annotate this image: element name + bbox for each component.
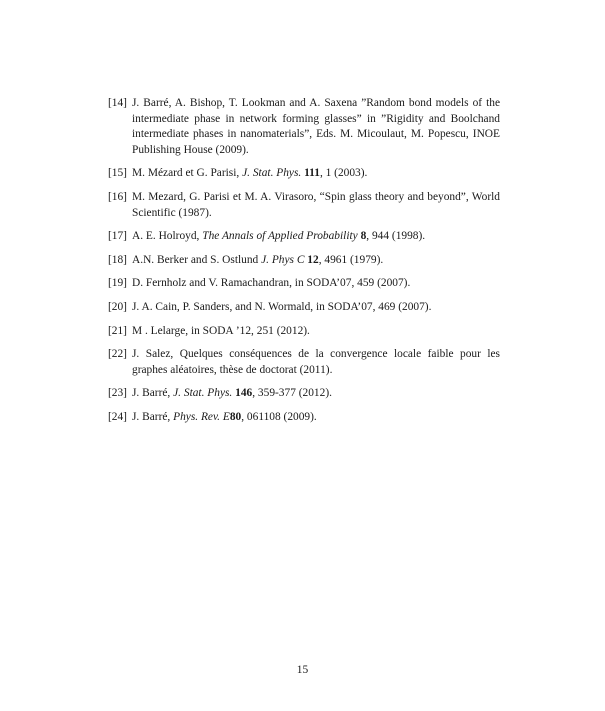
reference-number: [22] [108, 348, 127, 361]
reference-number: [23] [108, 387, 127, 400]
reference-number: [24] [108, 410, 127, 423]
reference-item [108, 253, 500, 269]
reference-item [108, 410, 500, 426]
reference-number: [21] [108, 324, 127, 337]
reference-text [132, 191, 500, 219]
reference-segment: , 4961 (1979). [318, 253, 384, 266]
reference-segment: J. Barré, [132, 387, 174, 400]
reference-volume: 12 [307, 253, 319, 266]
reference-text [132, 277, 410, 289]
reference-text [132, 230, 425, 242]
reference-segment: , 944 (1998). [366, 230, 426, 243]
reference-item [108, 166, 500, 182]
reference-item [108, 276, 500, 292]
reference-segment: M. Mézard et G. Parisi, [132, 167, 243, 180]
reference-text [132, 97, 500, 156]
reference-segment: D. Fernholz and V. Ramachandran, in SODA’07, 459 (2007). [132, 277, 411, 290]
reference-volume: 8 [360, 230, 367, 243]
reference-segment: J. Barré, [132, 410, 174, 423]
reference-segment: A. E. Holroyd, [132, 230, 203, 243]
reference-text [132, 301, 431, 313]
reference-number: [16] [108, 190, 127, 203]
reference-journal: Phys. Rev. E [173, 410, 230, 423]
reference-number: [14] [108, 97, 127, 109]
reference-text [132, 254, 383, 266]
reference-number: [20] [108, 300, 127, 313]
reference-text [132, 411, 317, 423]
reference-segment: , 1 (2003). [319, 167, 368, 180]
reference-number: [19] [108, 277, 127, 290]
reference-volume: 146 [235, 387, 253, 400]
reference-text [132, 167, 367, 179]
reference-number: [18] [108, 253, 127, 266]
reference-item [108, 190, 500, 221]
reference-number: [17] [108, 230, 127, 243]
reference-segment: J. Barré, A. Bishop, T. Lookman and A. Saxena ”Random bond models of the intermediate phase in network forming glasses” in ”Rigidity and Boolchand intermediate phases in nanomaterials”, Eds. M. Micoulaut, M. Popescu, INOE Publishing House (2009). [132, 97, 500, 156]
reference-volume: 111 [304, 167, 320, 180]
reference-journal: J. Stat. Phys. [173, 387, 233, 400]
reference-item [108, 229, 500, 245]
reference-item [108, 386, 500, 402]
reference-item [108, 300, 500, 316]
reference-text [132, 325, 310, 337]
reference-segment: J. A. Cain, P. Sanders, and N. Wormald, in SODA’07, 469 (2007). [132, 300, 432, 313]
reference-segment: , 359-377 (2012). [252, 387, 332, 400]
reference-list [108, 96, 500, 434]
reference-segment: M . Lelarge, in SODA ’12, 251 (2012). [132, 324, 310, 337]
page-number: 15 [296, 664, 309, 676]
reference-journal: J. Phys C [261, 253, 305, 266]
reference-item [108, 347, 500, 378]
reference-journal: The Annals of Applied Probability [202, 230, 358, 243]
reference-segment: A.N. Berker and S. Ostlund [132, 253, 262, 266]
reference-segment: M. Mezard, G. Parisi et M. A. Virasoro, “Spin glass theory and beyond”, World Scientific (1987). [132, 190, 500, 219]
reference-segment: J. Salez, Quelques conséquences de la convergence locale faible pour les graphes aléatoires, thèse de doctorat (2011). [132, 348, 500, 376]
reference-text [132, 387, 332, 399]
reference-item [108, 96, 500, 158]
reference-segment: , 061108 (2009). [241, 410, 317, 423]
reference-item [108, 324, 500, 340]
reference-journal: J. Stat. Phys. [242, 167, 302, 180]
reference-volume: 80 [229, 410, 242, 423]
reference-number: [15] [108, 167, 127, 180]
reference-text [132, 348, 500, 376]
